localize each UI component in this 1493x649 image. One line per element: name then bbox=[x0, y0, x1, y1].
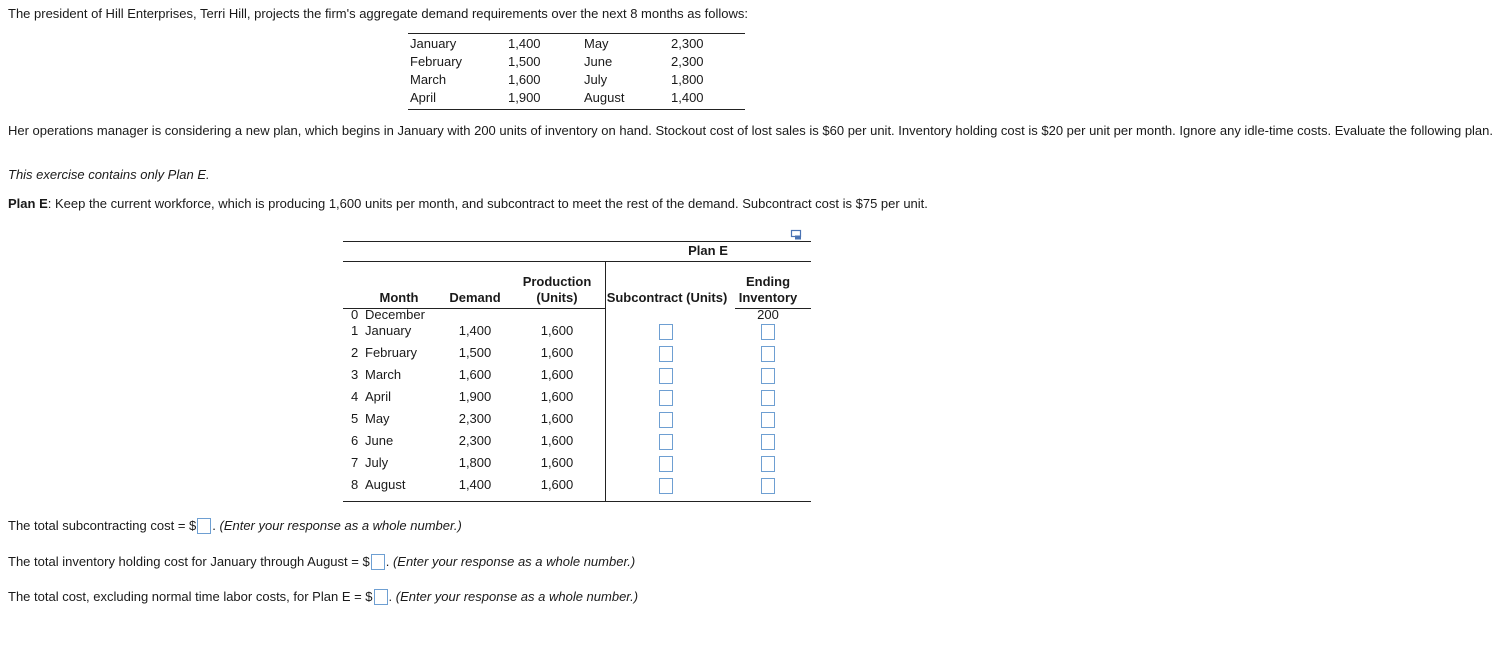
demand-month: April bbox=[410, 90, 437, 105]
subcontract-input[interactable] bbox=[659, 456, 673, 472]
demand-month: August bbox=[584, 90, 625, 105]
row-demand: 2,300 bbox=[458, 411, 492, 426]
header-demand: Demand bbox=[449, 290, 501, 305]
total-cost-input[interactable] bbox=[374, 589, 388, 605]
header-production: Production bbox=[522, 274, 592, 289]
row-number: 4 bbox=[351, 389, 359, 404]
plan-text: : Keep the current workforce, which is producing 1,600 units per month, and subcontract to meet the rest of the demand. Subcontract cost is $75 per unit. bbox=[47, 196, 928, 211]
table-bottom-border bbox=[343, 501, 811, 502]
row-production: 1,600 bbox=[540, 411, 574, 426]
row-demand: 1,900 bbox=[458, 389, 492, 404]
row-production: 1,600 bbox=[540, 477, 574, 492]
demand-value: 2,300 bbox=[671, 36, 704, 51]
ending-inventory-input[interactable] bbox=[761, 478, 775, 494]
plan-statement bbox=[8, 196, 928, 211]
copy-icon[interactable] bbox=[790, 229, 804, 241]
table-row bbox=[343, 409, 811, 429]
title-divider bbox=[343, 261, 811, 262]
plan-title: Plan E bbox=[688, 243, 728, 258]
question-hint: (Enter your response as a whole number.) bbox=[219, 518, 462, 533]
row-demand: 1,800 bbox=[458, 455, 492, 470]
row-number: 6 bbox=[351, 433, 359, 448]
subcontract-input[interactable] bbox=[659, 346, 673, 362]
row-production: 1,600 bbox=[540, 345, 574, 360]
row-demand: 2,300 bbox=[458, 433, 492, 448]
plan-e-table bbox=[343, 241, 811, 502]
demand-value: 1,600 bbox=[508, 72, 541, 87]
header-subcontract: Subcontract (Units) bbox=[606, 290, 728, 305]
row-month: January bbox=[365, 323, 412, 338]
question-total-cost: The total cost, excluding normal time labor costs, for Plan E = $ . (Enter your response as a whole number.) bbox=[8, 589, 639, 604]
table-row bbox=[343, 343, 811, 363]
subcontract-input[interactable] bbox=[659, 324, 673, 340]
row-month: August bbox=[365, 477, 406, 492]
demand-value: 1,500 bbox=[508, 54, 541, 69]
ending-inventory-input[interactable] bbox=[761, 390, 775, 406]
table-row bbox=[343, 475, 811, 495]
description-text: Her operations manager is considering a new plan, which begins in January with 200 units of inventory on hand. Stockout cost of lost sales is $60 per unit. Inventory holding cost is $20 per unit per month. Ignore any idle-time costs. Evaluate the following plan. bbox=[8, 123, 1493, 138]
row-production: 1,600 bbox=[540, 455, 574, 470]
header-production-units: (Units) bbox=[536, 290, 578, 305]
demand-month: January bbox=[410, 36, 457, 51]
row-number: 7 bbox=[351, 455, 359, 470]
ending-inventory-input[interactable] bbox=[761, 434, 775, 450]
row-month: February bbox=[365, 345, 418, 360]
subcontract-input[interactable] bbox=[659, 434, 673, 450]
header-month: Month bbox=[379, 290, 419, 305]
table-row bbox=[343, 453, 811, 473]
demand-value: 1,800 bbox=[671, 72, 704, 87]
demand-month: July bbox=[584, 72, 608, 87]
ending-inventory-input[interactable] bbox=[761, 368, 775, 384]
row-demand: 1,500 bbox=[458, 345, 492, 360]
demand-value: 1,900 bbox=[508, 90, 541, 105]
header-inventory: Inventory bbox=[738, 290, 798, 305]
subcontract-input[interactable] bbox=[659, 390, 673, 406]
subcontract-input[interactable] bbox=[659, 478, 673, 494]
row-number: 2 bbox=[351, 345, 359, 360]
row-demand: 1,400 bbox=[458, 323, 492, 338]
table-row bbox=[343, 365, 811, 385]
ending-inventory-input[interactable] bbox=[761, 346, 775, 362]
demand-value: 1,400 bbox=[671, 90, 704, 105]
intro-text: The president of Hill Enterprises, Terri Hill, projects the firm's aggregate demand requirements over the next 8 months as follows: bbox=[8, 6, 748, 21]
row-demand: 1,600 bbox=[458, 367, 492, 382]
question-subcontracting-cost: The total subcontracting cost = $ . (Enter your response as a whole number.) bbox=[8, 518, 462, 533]
demand-table bbox=[408, 33, 745, 110]
question-hint: (Enter your response as a whole number.) bbox=[395, 589, 639, 604]
question-text: The total subcontracting cost = $ bbox=[8, 518, 197, 533]
row-production: 1,600 bbox=[540, 323, 574, 338]
subcontract-input[interactable] bbox=[659, 412, 673, 428]
table-row bbox=[343, 387, 811, 407]
exercise-note: This exercise contains only Plan E. bbox=[8, 167, 210, 182]
row-production: 1,600 bbox=[540, 367, 574, 382]
row-month: July bbox=[365, 455, 389, 470]
demand-value: 2,300 bbox=[671, 54, 704, 69]
row-month: March bbox=[365, 367, 402, 382]
row-ending-inventory: 200 bbox=[757, 307, 779, 322]
question-hint: (Enter your response as a whole number.) bbox=[392, 554, 636, 569]
row-month: June bbox=[365, 433, 394, 448]
row-demand: 1,400 bbox=[458, 477, 492, 492]
demand-value: 1,400 bbox=[508, 36, 541, 51]
subcontracting-cost-input[interactable] bbox=[197, 518, 211, 534]
ending-inventory-input[interactable] bbox=[761, 324, 775, 340]
question-text: The total inventory holding cost for January through August = $ bbox=[8, 554, 370, 569]
row-month: May bbox=[365, 411, 390, 426]
question-holding-cost: The total inventory holding cost for January through August = $ . (Enter your response as a whole number.) bbox=[8, 554, 636, 569]
table-row bbox=[343, 431, 811, 451]
subcontract-input[interactable] bbox=[659, 368, 673, 384]
row-number: 5 bbox=[351, 411, 359, 426]
row-number: 3 bbox=[351, 367, 359, 382]
holding-cost-input[interactable] bbox=[371, 554, 385, 570]
demand-month: February bbox=[410, 54, 463, 69]
row-month: April bbox=[365, 389, 392, 404]
row-month: December bbox=[365, 307, 425, 322]
demand-month: May bbox=[584, 36, 609, 51]
row-number: 1 bbox=[351, 323, 359, 338]
row-number: 0 bbox=[351, 307, 359, 322]
ending-inventory-input[interactable] bbox=[761, 456, 775, 472]
row-production: 1,600 bbox=[540, 389, 574, 404]
demand-month: June bbox=[584, 54, 613, 69]
demand-month: March bbox=[410, 72, 447, 87]
row-number: 8 bbox=[351, 477, 359, 492]
question-text: The total cost, excluding normal time labor costs, for Plan E = $ bbox=[8, 589, 373, 604]
plan-label: Plan E bbox=[8, 196, 48, 211]
header-ending: Ending bbox=[745, 274, 791, 289]
table-top-border bbox=[343, 241, 811, 242]
ending-inventory-input[interactable] bbox=[761, 412, 775, 428]
row-production: 1,600 bbox=[540, 433, 574, 448]
table-row bbox=[343, 321, 811, 341]
